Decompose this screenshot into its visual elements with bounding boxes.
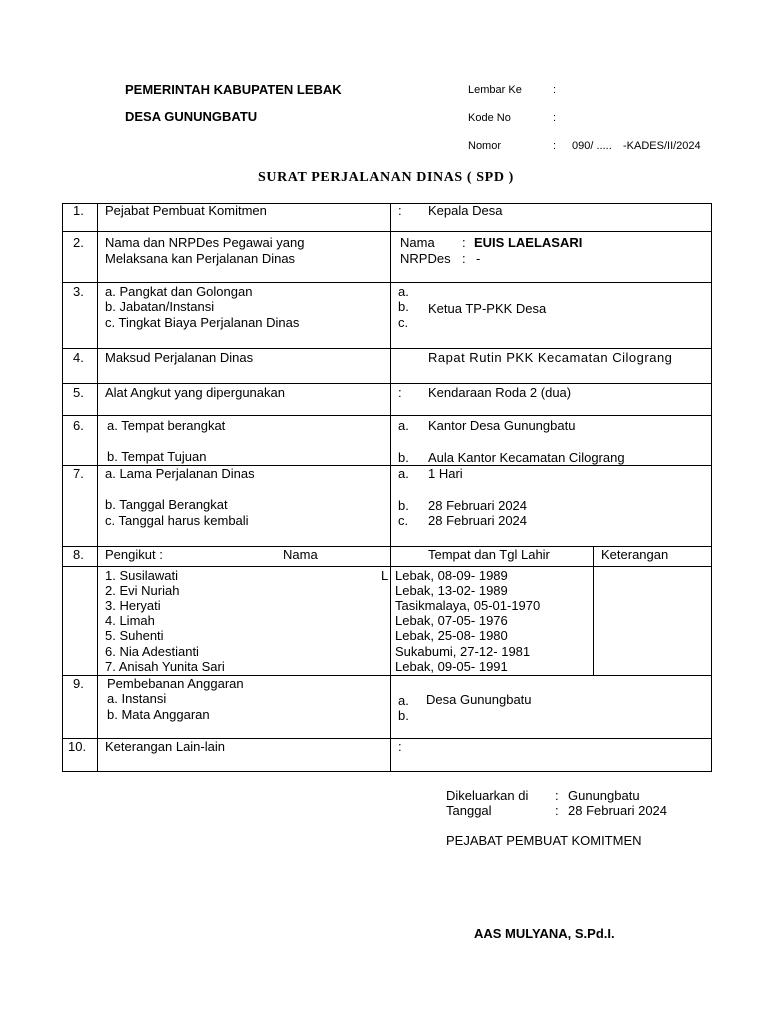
row6-marker-b: b. [398,450,409,465]
row9-label-b: b. Mata Anggaran [107,707,210,722]
signer-name: AAS MULYANA, S.Pd.I. [474,926,615,941]
row7-marker-c: c. [398,513,409,528]
follower-birth: Lebak, 09-05- 1991 [395,659,508,674]
row6-marker-a: a. [398,418,409,433]
followers-name-header: Nama [283,547,318,562]
followers-birth-header: Tempat dan Tgl Lahir [428,547,550,562]
number-label: Nomor [468,140,502,152]
village-name: DESA GUNUNGBATU [125,109,258,124]
number-suffix: -KADES/II/2024 [623,140,701,152]
position-value: Ketua TP-PKK Desa [428,301,547,316]
row9-label-a: a. Instansi [107,691,167,706]
date-label: Tanggal [446,803,492,818]
row3-number: 3. [73,284,84,299]
row9-marker-b: b. [398,708,409,723]
nrpdes-label: NRPDes [400,251,451,266]
issued-label: Dikeluarkan di [446,788,529,803]
row1-label: Pejabat Pembuat Komitmen [105,203,267,218]
code-colon: : [553,112,557,124]
row10-number: 10. [68,739,87,754]
row9-label: Pembebanan Anggaran [107,676,244,691]
follower-birth: Lebak, 13-02- 1989 [395,583,508,598]
return-date: 28 Februari 2024 [428,513,528,528]
follower-name: 2. Evi Nuriah [105,583,180,598]
row1-value: Kepala Desa [428,203,503,218]
row3-marker-a: a. [398,284,409,299]
signer-position: PEJABAT PEMBUAT KOMITMEN [446,833,642,848]
row7-number: 7. [73,466,84,481]
transport-value: Kendaraan Roda 2 (dua) [428,385,572,400]
date-colon: : [555,803,559,818]
row10-colon: : [398,739,402,754]
row6-number: 6. [73,418,84,433]
follower-name: 3. Heryati [105,598,161,613]
name-label: Nama [400,235,435,250]
row2-number: 2. [73,235,84,250]
row3-marker-b: b. [398,299,409,314]
row1-colon: : [398,203,402,218]
sheet-label: Lembar Ke [468,84,522,96]
issued-colon: : [555,788,559,803]
follower-birth: Lebak, 07-05- 1976 [395,613,508,628]
row6-label-b: b. Tempat Tujuan [107,449,207,464]
follower-name: 5. Suhenti [105,628,164,643]
code-label: Kode No [468,112,511,124]
followers-label: Pengikut : [105,547,163,562]
row6-label-a: a. Tempat berangkat [107,418,226,433]
nrpdes-colon: : [462,251,466,266]
follower-name: 6. Nia Adestianti [105,644,199,659]
employee-name: EUIS LAELASARI [474,235,583,250]
document-title: SURAT PERJALANAN DINAS ( SPD ) [258,170,514,185]
row3-marker-c: c. [398,315,409,330]
row8-number: 8. [73,547,84,562]
sheet-colon: : [553,84,557,96]
number-value: 090/ ..... [572,140,612,152]
row9-number: 9. [73,676,84,691]
departure-place: Kantor Desa Gunungbatu [428,418,576,433]
issued-place: Gunungbatu [568,788,640,803]
follower-birth: Lebak, 25-08- 1980 [395,628,508,643]
row3-label-c: c. Tingkat Biaya Perjalanan Dinas [105,315,300,330]
destination-place: Aula Kantor Kecamatan Cilograng [428,450,625,465]
stray-letter: L [381,568,389,583]
row5-colon: : [398,385,402,400]
row4-label: Maksud Perjalanan Dinas [105,350,254,365]
follower-birth: Sukabumi, 27-12- 1981 [395,644,531,659]
follower-birth: Lebak, 08-09- 1989 [395,568,508,583]
row4-number: 4. [73,350,84,365]
row7-label-c: c. Tanggal harus kembali [105,513,249,528]
row10-label: Keterangan Lain-lain [105,739,225,754]
row1-number: 1. [73,203,84,218]
row7-marker-b: b. [398,498,409,513]
row5-number: 5. [73,385,84,400]
row7-marker-a: a. [398,466,409,481]
departure-date: 28 Februari 2024 [428,498,528,513]
row3-label-a: a. Pangkat dan Golongan [105,284,253,299]
follower-name: 4. Limah [105,613,155,628]
followers-notes-header: Keterangan [601,547,669,562]
row9-marker-a: a. [398,693,409,708]
nrpdes-value: - [476,251,481,266]
follower-birth: Tasikmalaya, 05-01-1970 [395,598,541,613]
follower-name: 7. Anisah Yunita Sari [105,659,225,674]
row7-label-b: b. Tanggal Berangkat [105,497,228,512]
row7-label-a: a. Lama Perjalanan Dinas [105,466,255,481]
row2-label-line1: Nama dan NRPDes Pegawai yang [105,235,305,250]
issue-date: 28 Februari 2024 [568,803,668,818]
trip-purpose: Rapat Rutin PKK Kecamatan Cilograng [428,350,673,365]
row5-label: Alat Angkut yang dipergunakan [105,385,285,400]
number-colon: : [553,140,557,152]
trip-duration: 1 Hari [428,466,463,481]
row3-label-b: b. Jabatan/Instansi [105,299,215,314]
budget-institution: Desa Gunungbatu [426,692,532,707]
follower-name: 1. Susilawati [105,568,178,583]
agency-name: PEMERINTAH KABUPATEN LEBAK [125,82,342,97]
name-colon: : [462,235,466,250]
row2-label-line2: Melaksana kan Perjalanan Dinas [105,251,296,266]
